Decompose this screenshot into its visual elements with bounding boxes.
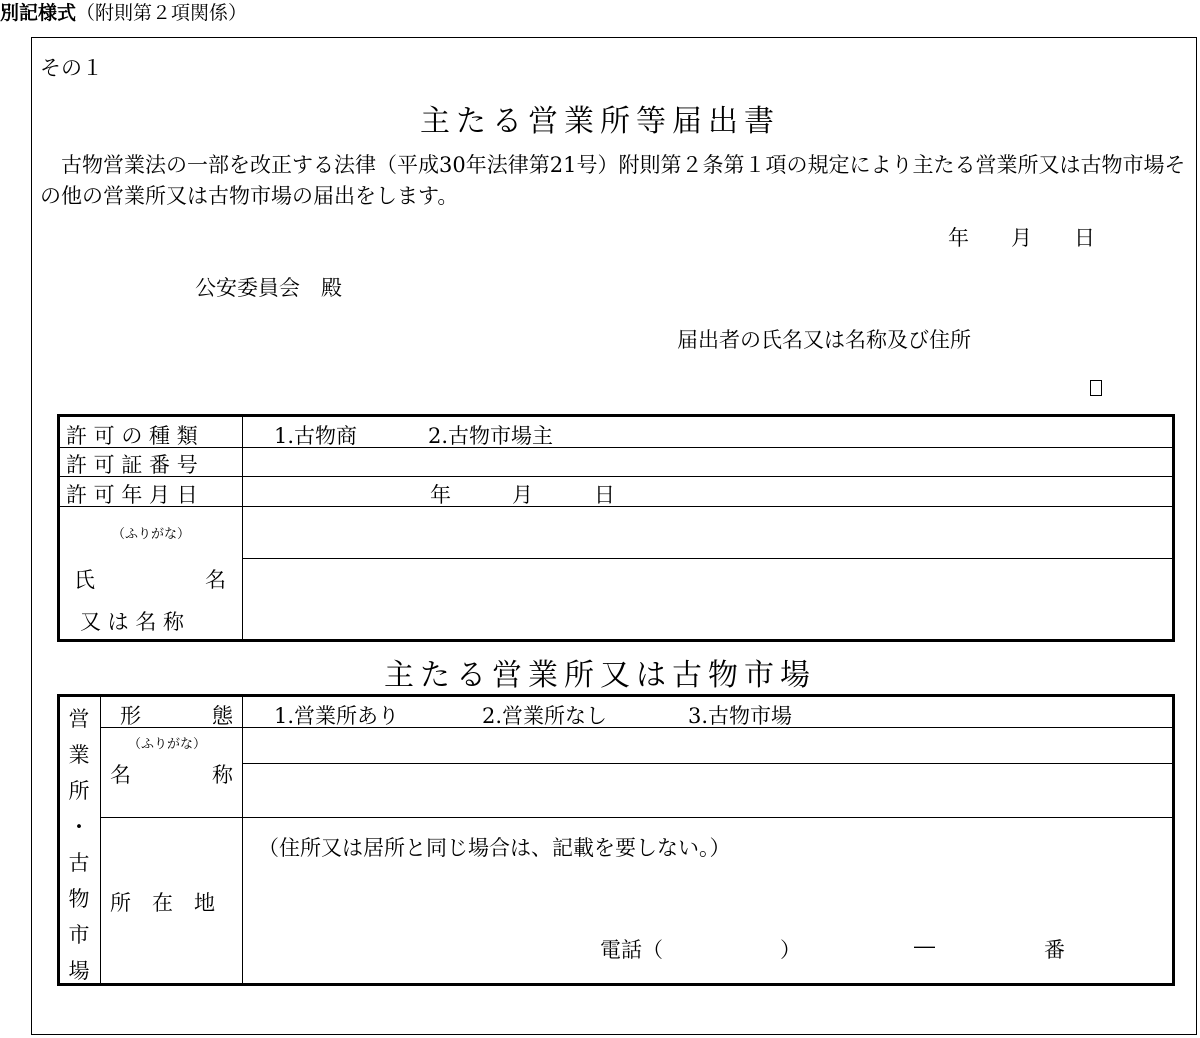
permit-date-year: 年 — [430, 483, 451, 507]
permit-number-label: 許 可 証 番 号 — [66, 453, 198, 477]
phone-label: 電話（ — [600, 938, 663, 962]
intro-text: 古物営業法の一部を改正する法律（平成30年法律第21号）附則第２条第１項の規定により主たる営業所又は古物市場その他の営業所又は古物市場の届出をします。 — [40, 153, 1186, 208]
recipient: 公安委員会 殿 — [195, 276, 342, 300]
office-furigana-field[interactable] — [244, 728, 1172, 763]
location-note: （住所又は居所と同じ場合は、記載を要しない。） — [258, 836, 731, 860]
side-column-divider — [100, 697, 101, 983]
section-title: 主たる営業所又は古物市場 — [384, 658, 816, 693]
name-label-alt: 又 は 名 称 — [80, 610, 185, 634]
form-type-label-b: 態 — [212, 704, 233, 728]
permit-date-month: 月 — [512, 483, 533, 507]
applicant-label: 届出者の氏名又は名称及び住所 — [677, 328, 971, 352]
permit-number-field[interactable] — [244, 448, 1172, 476]
name-label-shi: 氏 — [74, 568, 95, 592]
seal-mark — [1090, 380, 1102, 396]
side-label: 営 業 所 ・ 古 物 市 場 — [68, 707, 90, 983]
permit-date-day: 日 — [594, 483, 615, 507]
date-year-label: 年 — [948, 226, 969, 250]
permit-table — [57, 414, 1175, 642]
office-name-field[interactable] — [244, 764, 1172, 817]
permit-type-option-2[interactable]: 2.古物市場主 — [428, 424, 554, 448]
permit-type-option-1[interactable]: 1.古物商 — [274, 424, 358, 448]
name-label-mei: 名 — [205, 568, 226, 592]
office-table — [57, 694, 1175, 986]
form-title: 主たる営業所等届出書 — [420, 104, 780, 139]
location-field[interactable] — [244, 818, 1172, 983]
submission-date[interactable] — [948, 222, 1095, 252]
date-month-label: 月 — [1011, 226, 1032, 250]
form-variant: その１ — [40, 56, 103, 80]
date-day-label: 日 — [1074, 226, 1095, 250]
location-label: 所 在 地 — [110, 891, 215, 915]
office-name-label-a: 名 — [110, 763, 131, 787]
form-label: 別記様式 — [0, 2, 77, 24]
form-type-label-a: 形 — [120, 704, 141, 728]
form-option-1[interactable]: 1.営業所あり — [274, 704, 400, 728]
phone-dash: ― — [914, 934, 935, 958]
phone-close: ） — [780, 938, 801, 962]
office-name-label-b: 称 — [212, 763, 233, 787]
form-option-3[interactable]: 3.古物市場 — [688, 704, 793, 728]
name-field[interactable] — [244, 559, 1172, 639]
form-note: （附則第２項関係） — [76, 2, 248, 24]
phone-suffix: 番 — [1044, 938, 1065, 962]
furigana-label: （ふりがな） — [112, 527, 191, 542]
form-option-2[interactable]: 2.営業所なし — [482, 704, 608, 728]
permit-type-label: 許 可 の 種 類 — [66, 424, 198, 448]
office-furigana-label: （ふりがな） — [128, 737, 207, 752]
furigana-field[interactable] — [244, 507, 1172, 557]
permit-date-field[interactable] — [244, 477, 1172, 506]
label-column-divider — [242, 697, 243, 983]
permit-date-label: 許 可 年 月 日 — [66, 483, 198, 507]
permit-column-divider — [242, 417, 243, 639]
form-header — [0, 0, 247, 26]
